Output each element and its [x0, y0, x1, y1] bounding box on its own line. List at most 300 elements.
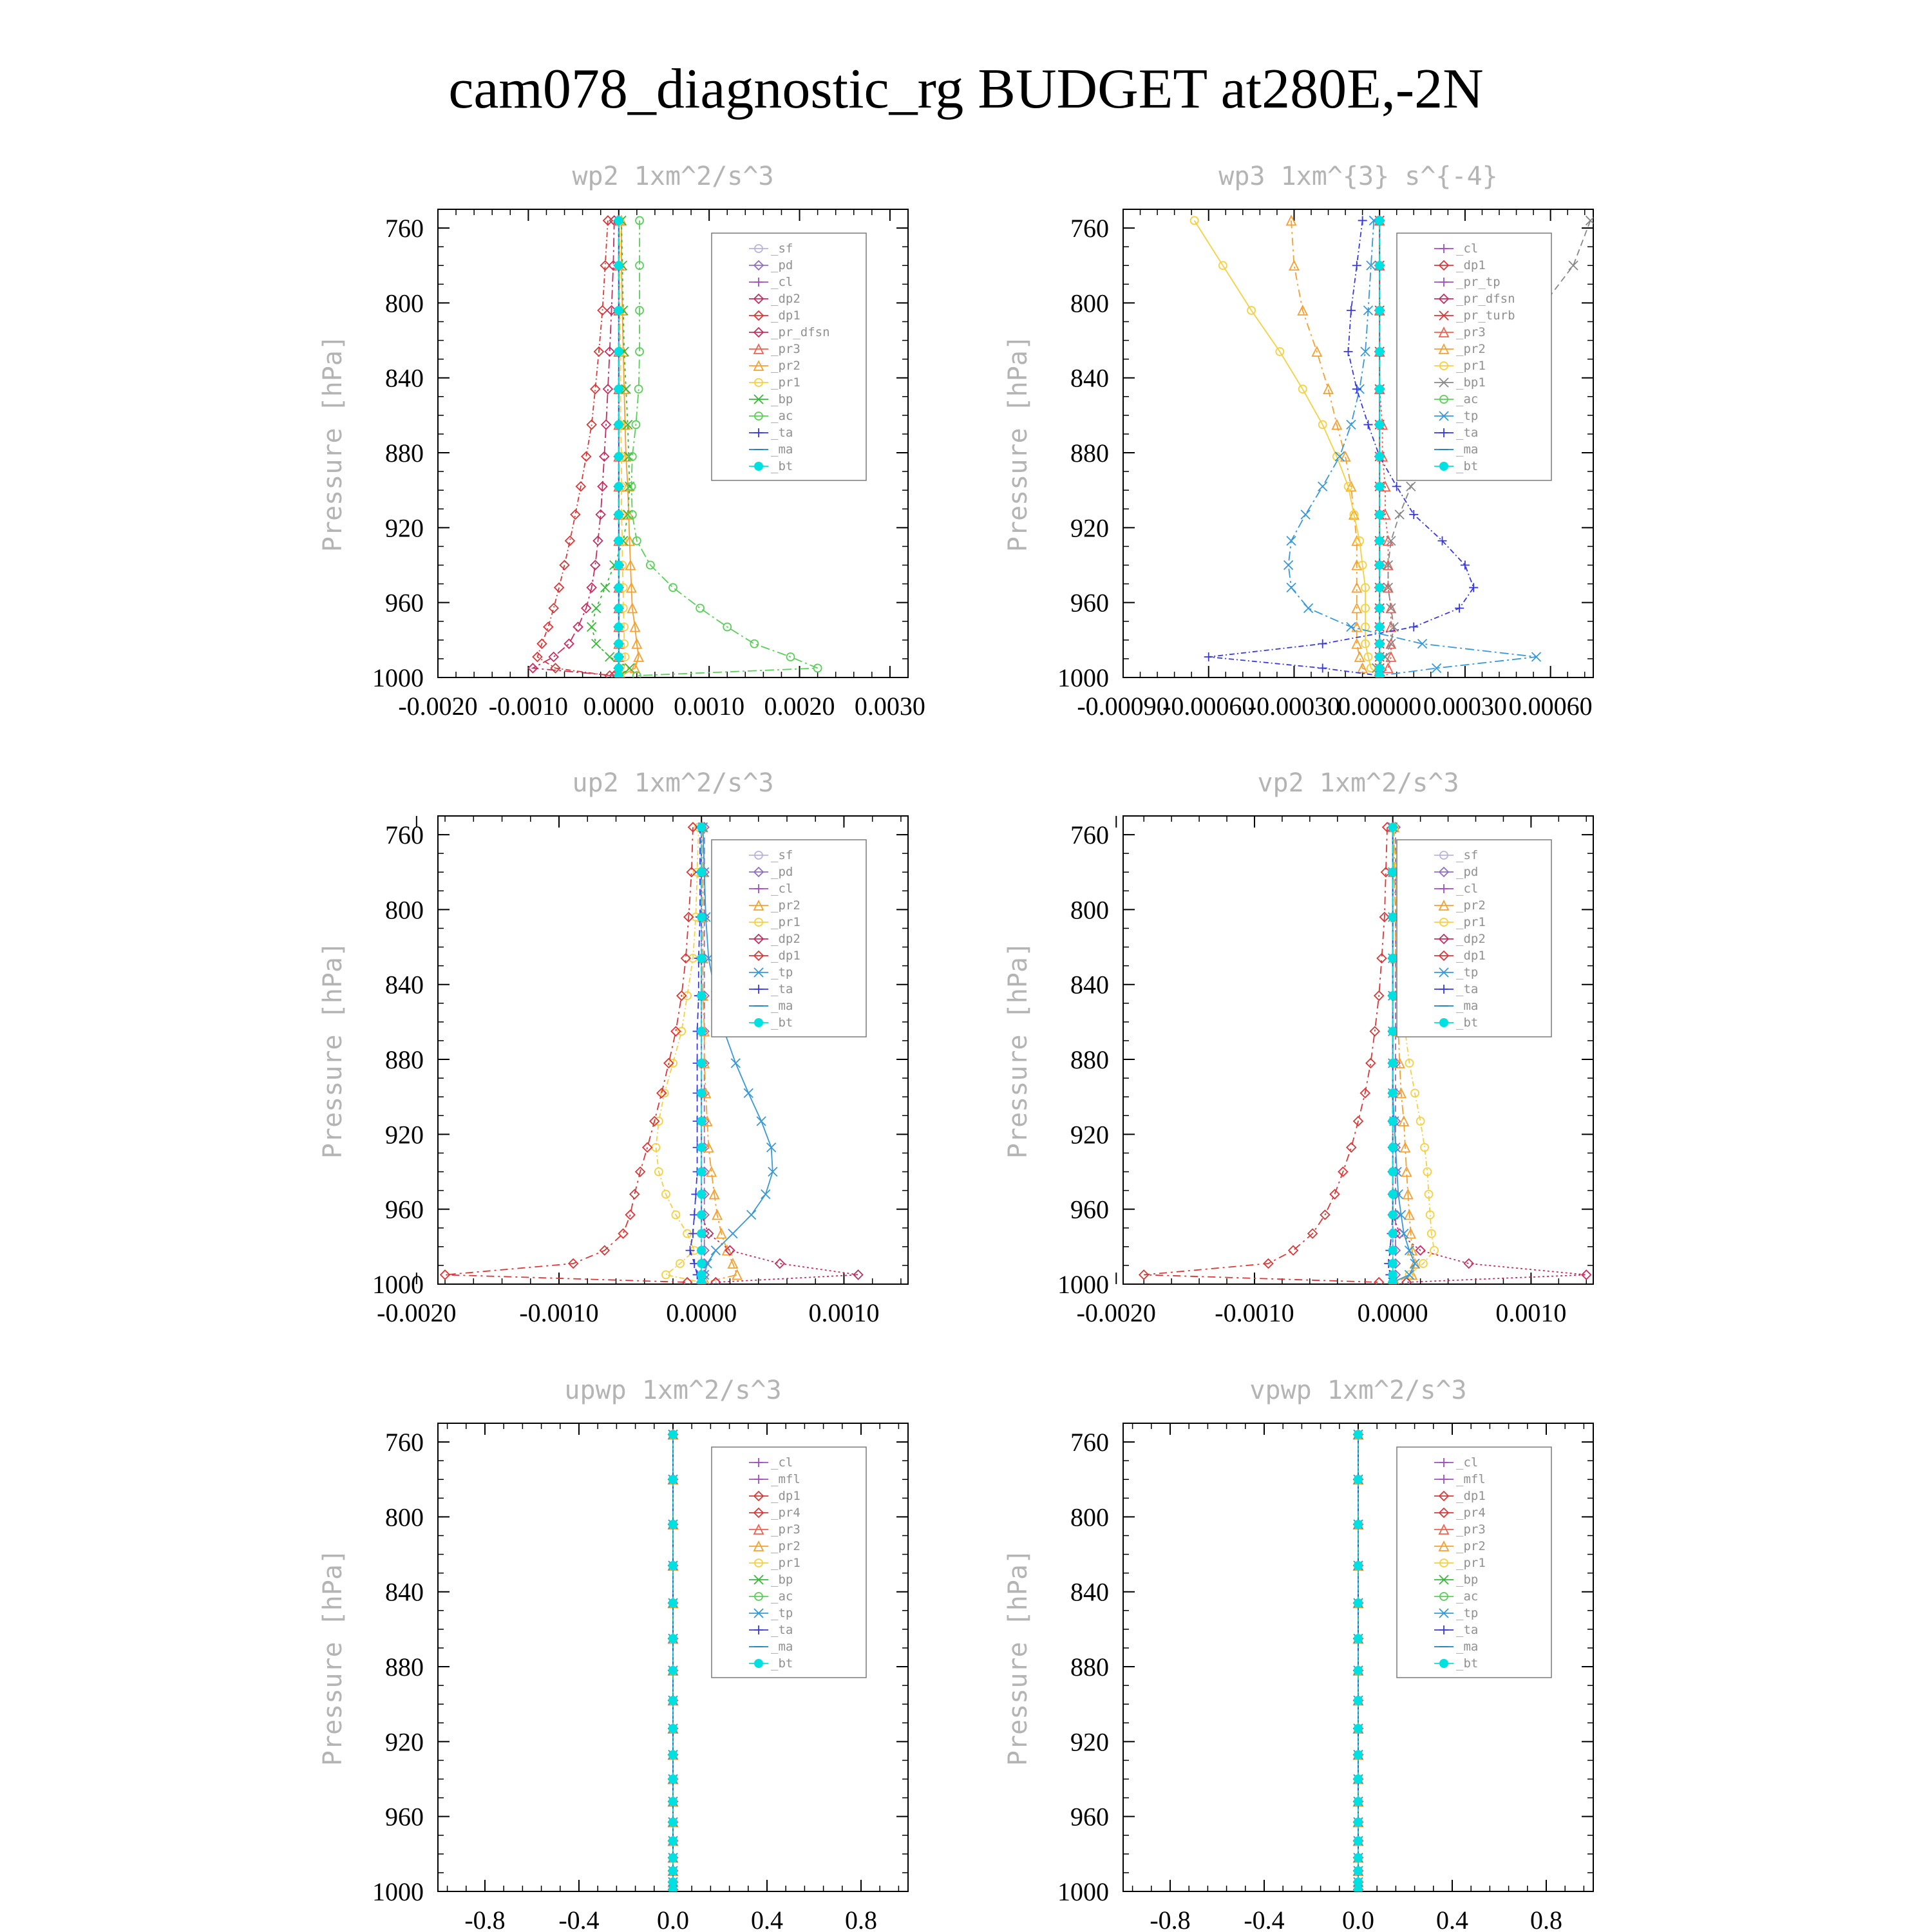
marker-bt — [668, 1836, 677, 1845]
legend-label: _bp — [771, 392, 793, 406]
y-tick-label: 960 — [1070, 588, 1109, 618]
series-line-dp2 — [533, 220, 614, 676]
legend-label: _cl — [1456, 242, 1479, 256]
y-tick-label: 880 — [385, 439, 424, 468]
y-tick-label: 880 — [1070, 1045, 1109, 1075]
marker-bt — [668, 1724, 677, 1733]
y-axis-title: Pressure [hPa] — [318, 334, 348, 553]
legend-label: _dp2 — [1456, 932, 1486, 946]
marker-bt — [1439, 462, 1448, 471]
legend-label: _dp1 — [1456, 1489, 1486, 1503]
marker-bt — [614, 452, 623, 461]
chart-panel-1 — [318, 162, 925, 721]
marker-bt — [1388, 1168, 1397, 1177]
y-tick-label: 760 — [385, 820, 424, 850]
marker-bt — [1354, 1775, 1363, 1784]
legend-label: _ac — [771, 1589, 793, 1604]
series-line-pr2 — [1291, 220, 1379, 676]
legend-label: _pr1 — [1456, 915, 1486, 929]
x-tick-label: -0.0010 — [488, 692, 569, 721]
marker-bt — [697, 991, 706, 1000]
marker-bt — [1388, 1278, 1397, 1287]
x-tick-label: -0.4 — [558, 1906, 600, 1932]
marker-bt — [614, 261, 623, 270]
marker-bt — [1375, 384, 1384, 393]
legend-label: _mfl — [1456, 1472, 1486, 1486]
x-tick-label: -0.00090 — [1077, 692, 1170, 721]
panel-title: wp3 1xm^{3} s^{-4} — [1218, 162, 1498, 191]
y-tick-label: 760 — [385, 214, 424, 243]
legend-label: _pr1 — [1456, 1556, 1486, 1570]
legend — [712, 840, 866, 1037]
marker-x — [1304, 603, 1313, 612]
marker-bt — [1354, 1561, 1363, 1570]
marker-diamond — [544, 622, 553, 631]
y-axis-title: Pressure [hPa] — [1003, 1548, 1033, 1766]
x-tick-label: -0.0010 — [519, 1298, 599, 1327]
marker-x — [605, 652, 614, 661]
page-title: cam078_diagnostic_rg BUDGET at280E,-2N — [448, 58, 1484, 120]
marker-bt — [697, 1027, 706, 1036]
legend-label: _bp — [771, 1573, 793, 1587]
x-tick-label: 0.0000 — [1357, 1298, 1428, 1327]
marker-plus — [1455, 603, 1464, 612]
marker-diamond — [549, 652, 558, 661]
marker-bt — [668, 1598, 677, 1607]
y-tick-label: 880 — [1070, 439, 1109, 468]
marker-bt — [668, 1866, 677, 1875]
y-tick-label: 840 — [385, 970, 424, 999]
marker-bt — [1354, 1696, 1363, 1705]
x-tick-label: 0.0010 — [674, 692, 745, 721]
marker-bt — [614, 216, 623, 225]
x-tick-label: 0.4 — [1436, 1906, 1468, 1932]
legend-label: _pr2 — [1456, 898, 1486, 913]
chart-panel-2 — [1003, 162, 1595, 721]
marker-bt — [1388, 1189, 1397, 1198]
marker-diamond — [1331, 1189, 1340, 1198]
marker-bt — [668, 1853, 677, 1862]
marker-bt — [668, 1797, 677, 1806]
marker-bt — [1375, 347, 1384, 356]
marker-bt — [1388, 954, 1397, 963]
series-line-dp1 — [537, 220, 609, 676]
x-tick-label: -0.0020 — [398, 692, 478, 721]
marker-triangle — [1352, 639, 1361, 649]
marker-x — [747, 1210, 756, 1219]
marker-bt — [668, 1475, 677, 1484]
marker-bt — [668, 1666, 677, 1675]
marker-bt — [1375, 652, 1384, 661]
x-tick-label: 0.00030 — [1423, 692, 1507, 721]
marker-plus — [1392, 482, 1401, 491]
marker-bt — [668, 1634, 677, 1643]
legend — [1397, 1447, 1551, 1678]
marker-bt — [1375, 452, 1384, 461]
marker-bt — [614, 536, 623, 545]
marker-bt — [614, 420, 623, 429]
marker-bt — [614, 583, 623, 592]
legend-label: _ta — [1456, 426, 1479, 440]
marker-bt — [668, 1561, 677, 1570]
marker-bt — [1388, 822, 1397, 831]
series-line-pr1 — [1195, 220, 1380, 676]
y-tick-label: 800 — [1070, 289, 1109, 318]
marker-bt — [614, 561, 623, 570]
legend-label: _pd — [771, 865, 793, 879]
y-tick-label: 840 — [385, 363, 424, 393]
marker-circle — [662, 1271, 670, 1278]
legend-label: _pd — [1456, 865, 1479, 879]
y-tick-label: 920 — [1070, 513, 1109, 543]
marker-bt — [697, 1229, 706, 1238]
y-tick-label: 800 — [385, 1502, 424, 1532]
marker-bt — [1354, 1885, 1363, 1894]
marker-bt — [1375, 639, 1384, 649]
y-tick-label: 800 — [1070, 1502, 1109, 1532]
x-tick-label: 0.0010 — [1495, 1298, 1567, 1327]
x-tick-label: -0.00060 — [1162, 692, 1255, 721]
marker-bt — [614, 384, 623, 393]
chart-panel-3 — [318, 768, 908, 1327]
y-tick-label: 960 — [1070, 1195, 1109, 1224]
legend-label: _tp — [771, 1606, 793, 1620]
legend-label: _pr2 — [1456, 1539, 1486, 1553]
marker-bt — [697, 1259, 706, 1268]
x-tick-label: -0.4 — [1244, 1906, 1285, 1932]
marker-bt — [697, 1278, 706, 1287]
marker-diamond — [571, 510, 580, 519]
panel-title: up2 1xm^2/s^3 — [572, 768, 774, 798]
marker-bt — [1354, 1817, 1363, 1826]
marker-bt — [614, 306, 623, 315]
marker-bt — [697, 867, 706, 876]
legend-label: _pr3 — [771, 1522, 800, 1537]
legend-label: _dp2 — [771, 292, 800, 306]
legend-label: _ta — [771, 982, 793, 996]
chart-panel-6 — [1003, 1376, 1593, 1932]
x-tick-label: -0.0020 — [1076, 1298, 1156, 1327]
legend-label: _pr3 — [771, 342, 800, 356]
marker-bt — [1375, 482, 1384, 491]
y-tick-label: 920 — [385, 1727, 424, 1757]
marker-x — [1395, 510, 1404, 519]
legend — [712, 1447, 866, 1678]
marker-bt — [1388, 1117, 1397, 1126]
x-tick-label: 0.0010 — [808, 1298, 880, 1327]
marker-bt — [1388, 913, 1397, 922]
x-tick-label: 0.0000 — [583, 692, 654, 721]
marker-bt — [614, 622, 623, 631]
chart-panel-5 — [318, 1376, 908, 1932]
marker-bt — [668, 1750, 677, 1759]
legend-label: _cl — [1456, 882, 1479, 896]
marker-bt — [1354, 1724, 1363, 1733]
marker-bt — [1354, 1598, 1363, 1607]
marker-bt — [1388, 1210, 1397, 1219]
marker-x — [601, 583, 610, 592]
marker-circle — [750, 640, 758, 648]
marker-bt — [1375, 622, 1384, 631]
marker-triangle — [1383, 663, 1392, 672]
legend-label: _ma — [1456, 442, 1479, 457]
marker-x — [761, 1189, 770, 1198]
marker-plus — [1318, 663, 1327, 672]
x-tick-label: 0.0 — [1342, 1906, 1374, 1932]
legend-label: _pr3 — [1456, 325, 1486, 339]
legend-label: _sf — [771, 242, 793, 256]
legend-label: _ta — [1456, 982, 1479, 996]
legend-label: _pr2 — [1456, 342, 1486, 356]
marker-bt — [1354, 1520, 1363, 1529]
marker-diamond — [775, 1259, 784, 1268]
legend-label: _tp — [771, 965, 793, 980]
marker-x — [731, 1059, 740, 1068]
legend-label: _dp1 — [771, 1489, 800, 1503]
legend-label: _bt — [771, 1016, 793, 1030]
legend-label: _tp — [1456, 1606, 1479, 1620]
marker-x — [744, 1088, 753, 1097]
marker-diamond — [549, 603, 558, 612]
x-tick-label: -0.00030 — [1247, 692, 1341, 721]
y-tick-label: 800 — [385, 289, 424, 318]
marker-circle — [669, 583, 677, 591]
marker-x — [1406, 482, 1416, 491]
y-tick-label: 880 — [1070, 1653, 1109, 1682]
marker-diamond — [603, 384, 612, 393]
marker-triangle — [1324, 384, 1333, 393]
marker-bt — [697, 1088, 706, 1097]
marker-x — [1418, 639, 1427, 649]
y-tick-label: 840 — [1070, 1577, 1109, 1607]
legend-label: _ma — [771, 1640, 793, 1654]
marker-bt — [614, 347, 623, 356]
marker-bt — [1388, 1246, 1397, 1255]
y-axis-title: Pressure [hPa] — [1003, 941, 1033, 1159]
marker-bt — [614, 510, 623, 519]
marker-bt — [1375, 510, 1384, 519]
y-tick-label: 760 — [1070, 1428, 1109, 1457]
legend-label: _pr_dfsn — [1456, 292, 1515, 306]
y-tick-label: 1000 — [372, 663, 424, 692]
legend-label: _bt — [771, 1656, 793, 1671]
marker-x — [1347, 420, 1356, 429]
legend-label: _pr_dfsn — [771, 325, 830, 339]
marker-plus — [1469, 583, 1478, 592]
marker-x — [1284, 561, 1293, 570]
marker-bt — [1375, 603, 1384, 612]
marker-bt — [1354, 1866, 1363, 1875]
marker-x — [728, 1229, 737, 1238]
legend-label: _pr1 — [771, 1556, 800, 1570]
series-line-dp1 — [1144, 827, 1387, 1282]
x-tick-label: 0.4 — [751, 1906, 783, 1932]
y-tick-label: 800 — [385, 895, 424, 925]
series-group — [1354, 1430, 1363, 1894]
marker-circle — [696, 604, 704, 612]
legend-label: _ma — [771, 442, 793, 457]
legend-label: _pr1 — [1456, 359, 1486, 373]
legend-label: _pr2 — [771, 359, 800, 373]
marker-bt — [668, 1885, 677, 1894]
marker-bt — [614, 603, 623, 612]
x-tick-label: 0.0000 — [666, 1298, 737, 1327]
legend-label: _dp1 — [771, 949, 800, 963]
x-tick-label: 0.8 — [1530, 1906, 1562, 1932]
marker-bt — [697, 1117, 706, 1126]
marker-circle — [635, 385, 643, 393]
legend-label: _pr4 — [771, 1506, 800, 1520]
panel-title: wp2 1xm^2/s^3 — [572, 162, 774, 191]
marker-bt — [668, 1775, 677, 1784]
marker-bt — [1388, 1259, 1397, 1268]
marker-bt — [614, 482, 623, 491]
legend-label: _ma — [1456, 1640, 1479, 1654]
marker-bt — [1375, 671, 1384, 680]
legend-label: _sf — [1456, 848, 1479, 862]
legend-label: _pr1 — [771, 375, 800, 390]
panel-title: vp2 1xm^2/s^3 — [1257, 768, 1459, 798]
legend — [1397, 233, 1551, 480]
marker-x — [757, 1117, 766, 1126]
marker-diamond — [1347, 1143, 1356, 1152]
marker-bt — [668, 1430, 677, 1439]
marker-bt — [1388, 1229, 1397, 1238]
x-tick-label: 0.8 — [845, 1906, 877, 1932]
series-group — [668, 1430, 677, 1894]
marker-bt — [1375, 261, 1384, 270]
marker-bt — [1388, 1143, 1397, 1152]
marker-triangle — [733, 1270, 742, 1279]
marker-bt — [1388, 867, 1397, 876]
y-tick-label: 760 — [1070, 214, 1109, 243]
panel-title: vpwp 1xm^2/s^3 — [1249, 1376, 1467, 1405]
marker-x — [592, 639, 601, 649]
x-tick-label: -0.0020 — [377, 1298, 457, 1327]
marker-bt — [1354, 1836, 1363, 1845]
legend-label: _tp — [1456, 965, 1479, 980]
marker-bt — [1354, 1797, 1363, 1806]
marker-bt — [697, 1210, 706, 1219]
y-tick-label: 960 — [385, 1802, 424, 1832]
legend-label: _cl — [771, 275, 793, 289]
marker-bt — [1388, 1059, 1397, 1068]
marker-bt — [668, 1696, 677, 1705]
marker-diamond — [630, 1189, 639, 1198]
marker-bt — [1439, 1018, 1448, 1027]
marker-bt — [697, 822, 706, 831]
marker-x — [587, 622, 596, 631]
y-tick-label: 760 — [1070, 820, 1109, 850]
marker-bt — [697, 1189, 706, 1198]
marker-diamond — [565, 536, 574, 545]
marker-x — [711, 1246, 720, 1255]
legend-label: _bp1 — [1456, 375, 1486, 390]
marker-x — [1569, 261, 1578, 270]
marker-bt — [614, 639, 623, 649]
marker-plus — [1352, 384, 1361, 393]
x-tick-label: -0.8 — [1150, 1906, 1191, 1932]
marker-diamond — [565, 639, 574, 649]
y-tick-label: 920 — [1070, 1727, 1109, 1757]
legend-label: _pr4 — [1456, 1506, 1486, 1520]
marker-bt — [697, 1246, 706, 1255]
legend-label: _pr2 — [771, 1539, 800, 1553]
marker-x — [1410, 1259, 1419, 1268]
x-tick-label: 0.00000 — [1338, 692, 1422, 721]
legend-label: _ac — [1456, 1589, 1479, 1604]
legend-label: _sf — [771, 848, 793, 862]
marker-bt — [614, 671, 623, 680]
y-tick-label: 1000 — [372, 1270, 424, 1299]
marker-plus — [1204, 652, 1213, 661]
legend — [1397, 840, 1551, 1037]
legend-label: _ta — [1456, 1623, 1479, 1637]
y-tick-label: 920 — [385, 1120, 424, 1150]
marker-bt — [614, 652, 623, 661]
legend-label: _ac — [1456, 392, 1479, 406]
series-line-dp1 — [445, 827, 693, 1282]
y-tick-label: 920 — [385, 513, 424, 543]
y-tick-label: 840 — [1070, 363, 1109, 393]
legend-label: _dp1 — [1456, 258, 1486, 272]
x-tick-label: 0.0030 — [854, 692, 925, 721]
x-tick-label: 0.00060 — [1508, 692, 1593, 721]
marker-plus — [1347, 306, 1356, 315]
y-tick-label: 960 — [385, 588, 424, 618]
marker-plus — [1344, 347, 1353, 356]
legend-label: _bp — [1456, 1573, 1479, 1587]
marker-bt — [697, 1168, 706, 1177]
legend-label: _ma — [771, 999, 793, 1013]
y-tick-label: 1000 — [1057, 663, 1109, 692]
legend-label: _dp1 — [771, 308, 800, 323]
marker-bt — [754, 462, 763, 471]
marker-bt — [697, 1059, 706, 1068]
legend-label: _bt — [1456, 1016, 1479, 1030]
y-tick-label: 1000 — [372, 1877, 424, 1906]
marker-bt — [1354, 1666, 1363, 1675]
legend-label: _pr_turb — [1456, 308, 1515, 323]
marker-bt — [668, 1520, 677, 1529]
y-tick-label: 1000 — [1057, 1877, 1109, 1906]
legend-label: _pr_tp — [1456, 275, 1501, 289]
marker-bt — [1388, 1027, 1397, 1036]
legend-label: _ma — [1456, 999, 1479, 1013]
y-tick-label: 960 — [385, 1195, 424, 1224]
marker-plus — [1352, 261, 1361, 270]
marker-bt — [1375, 216, 1384, 225]
legend-label: _bt — [771, 459, 793, 473]
legend-label: _pr2 — [771, 898, 800, 913]
legend-label: _ta — [771, 1623, 793, 1637]
x-tick-label: 0.0020 — [764, 692, 835, 721]
legend-label: _ta — [771, 426, 793, 440]
y-tick-label: 920 — [1070, 1120, 1109, 1150]
marker-triangle — [1355, 652, 1364, 661]
marker-plus — [1318, 639, 1327, 649]
x-tick-label: -0.0010 — [1215, 1298, 1294, 1327]
y-tick-label: 880 — [385, 1045, 424, 1075]
legend-label: _pr1 — [771, 915, 800, 929]
marker-bt — [1375, 561, 1384, 570]
marker-bt — [754, 1018, 763, 1027]
y-axis-title: Pressure [hPa] — [318, 941, 348, 1159]
marker-bt — [1354, 1750, 1363, 1759]
marker-x — [1318, 482, 1327, 491]
marker-bt — [1375, 536, 1384, 545]
y-tick-label: 800 — [1070, 895, 1109, 925]
